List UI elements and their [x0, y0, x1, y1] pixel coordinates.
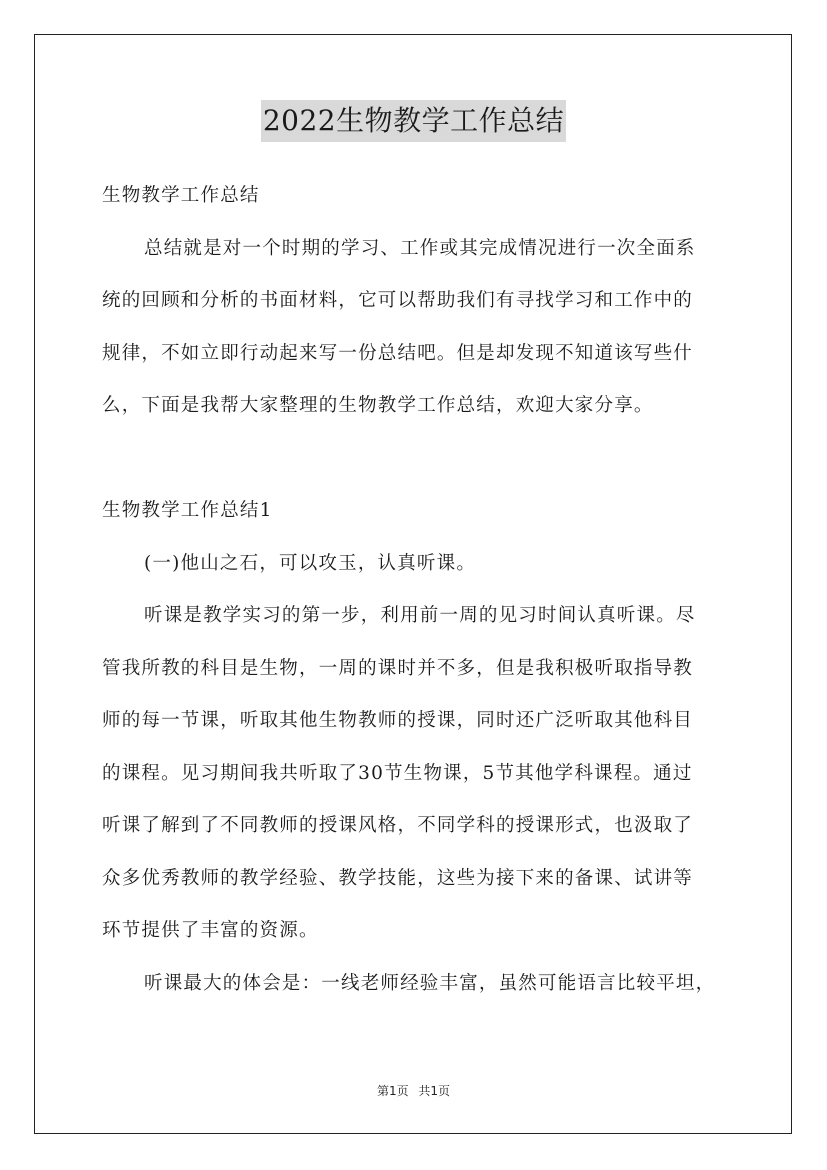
- paragraph-line[interactable]: 总结就是对一个时期的学习、工作或其完成情况进行一次全面系: [144, 237, 696, 259]
- paragraph-line[interactable]: 听课了解到了不同教师的授课风格，不同学科的授课形式，也汲取了: [102, 815, 694, 836]
- paragraph-line[interactable]: 统的回顾和分析的书面材料，它可以帮助我们有寻找学习和工作中的: [102, 290, 694, 311]
- page-footer: [0, 1082, 827, 1099]
- title-container: [0, 100, 827, 142]
- section-heading[interactable]: 生物教学工作总结: [102, 185, 260, 206]
- page-total: 共1页: [418, 1084, 451, 1098]
- document-body: [102, 170, 730, 1010]
- paragraph-line[interactable]: 众多优秀教师的教学经验、教学技能，这些为接下来的备课、试讲等: [102, 867, 694, 889]
- page-number: 第1页: [376, 1084, 409, 1098]
- paragraph-line[interactable]: 的课程。见习期间我共听取了30节生物课，5节其他学科课程。通过: [102, 762, 693, 784]
- paragraph-line[interactable]: 么，下面是我帮大家整理的生物教学工作总结，欢迎大家分享。: [102, 395, 654, 416]
- paragraph-line[interactable]: (一)他山之石，可以攻玉，认真听课。: [144, 552, 477, 574]
- paragraph-line[interactable]: 规律，不如立即行动起来写一份总结吧。但是却发现不知道该写些什: [102, 342, 694, 364]
- paragraph-line[interactable]: 师的每一节课，听取其他生物教师的授课，同时还广泛听取其他科目: [102, 710, 694, 731]
- section-heading[interactable]: 生物教学工作总结1: [102, 500, 273, 521]
- paragraph-line[interactable]: 听课最大的体会是：一线老师经验丰富，虽然可能语言比较平坦，: [144, 972, 716, 994]
- document-title[interactable]: 2022生物教学工作总结: [261, 100, 566, 142]
- paragraph-line[interactable]: 听课是教学实习的第一步，利用前一周的见习时间认真听课。尽: [144, 605, 696, 626]
- paragraph-line[interactable]: 环节提供了丰富的资源。: [102, 920, 319, 941]
- paragraph-line[interactable]: 管我所教的科目是生物，一周的课时并不多，但是我积极听取指导教: [102, 657, 694, 679]
- blank-line: [102, 433, 730, 486]
